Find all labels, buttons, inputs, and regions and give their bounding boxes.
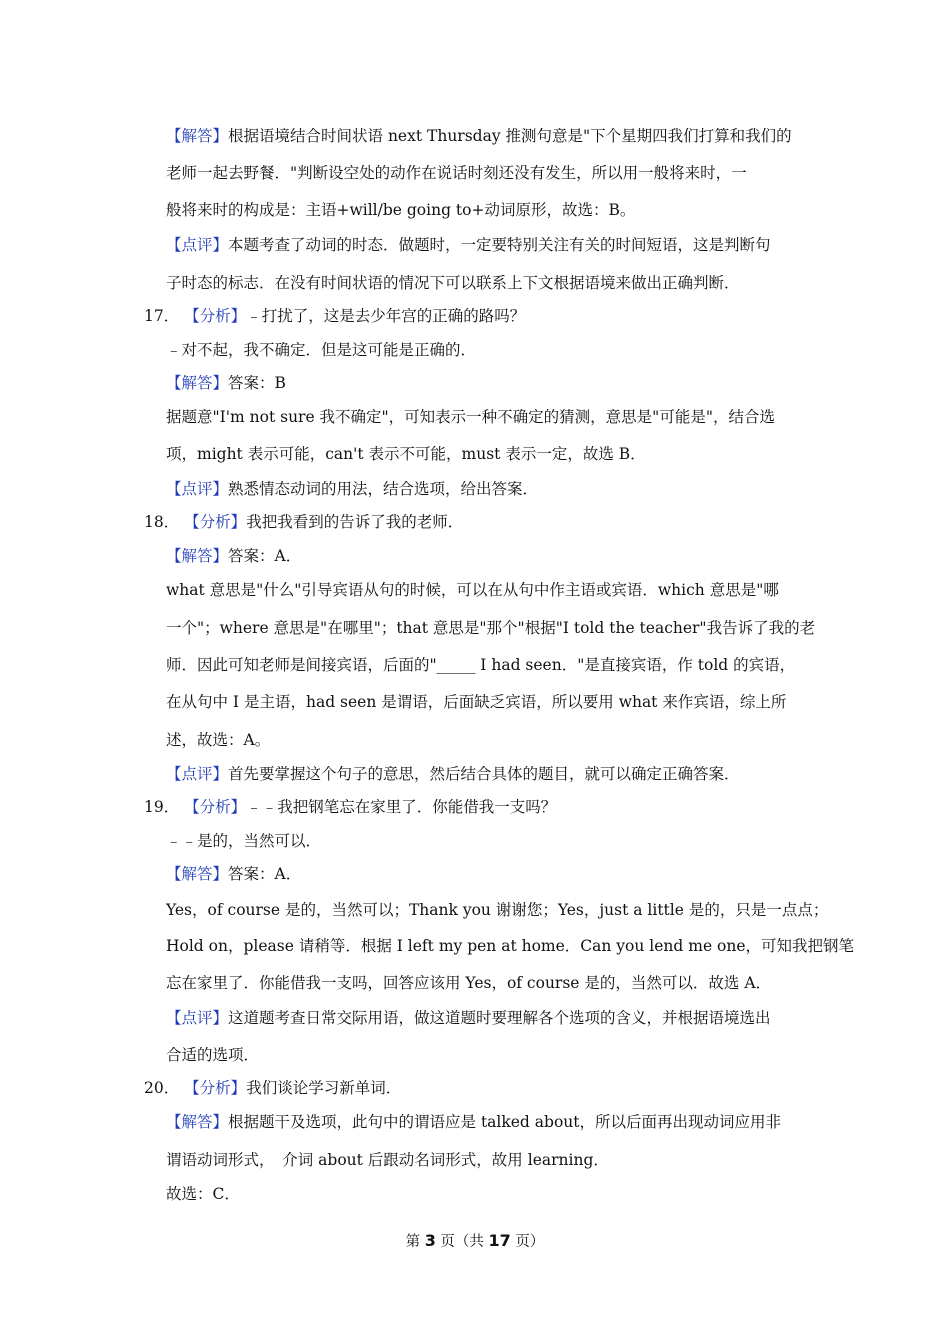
analysis-tag: 【分析】 [184,513,247,531]
q18-answer-line [166,546,301,566]
analysis-tag: 【分析】 [184,1079,247,1097]
q18-explain-line-2: 一个"；where 意思是"在哪里"；that 意思是"那个"根据"I told the teacher"我告诉了我的老 [166,619,816,637]
comment-text: 这道题考查日常交际用语，做这道题时要理解各个选项的含义，并根据语境选出 [228,1009,771,1027]
q19-answer-line [166,864,301,884]
answer-text: 答案：B [228,374,286,392]
q16-answer-line-2: 老师一起去野餐．"判断设空处的动作在说话时刻还没有发生，所以用一般将来时，一 [166,164,747,182]
answer-text: 根据语境结合时间状语 next Thursday 推测句意是"下个星期四我们打算和我们的 [228,127,792,145]
answer-text: 答案：A． [228,865,302,883]
analysis-text: ﹣打扰了，这是去少年宫的正确的路吗？ [246,307,526,325]
q18-comment-line [166,764,740,784]
q17-analysis-line-2: ﹣对不起，我不确定．但是这可能是正确的． [166,341,477,359]
total-pages: 17 [488,1231,511,1250]
q19-analysis-line-2: ﹣﹣是的，当然可以． [166,832,322,850]
comment-text: 本题考查了动词的时态．做题时，一定要特别关注有关的时间短语，这是判断句 [228,236,771,254]
q16-comment-line-1 [166,235,771,255]
q17-analysis-line-1 [144,306,525,326]
answer-text: 根据题干及选项，此句中的谓语应是 talked about，所以后面再出现动词应用非 [228,1113,781,1131]
comment-text: 首先要掌握这个句子的意思，然后结合具体的题目，就可以确定正确答案． [228,765,740,783]
q17-explain-line-1: 据题意"I'm not sure 我不确定"，可知表示一种不确定的猜测，意思是"可能是"，结合选 [166,408,775,426]
comment-tag: 【点评】 [166,236,229,254]
q16-answer-line-1 [166,126,792,146]
comment-tag: 【点评】 [166,1009,229,1027]
answer-tag: 【解答】 [166,547,229,565]
question-number: 20． [144,1079,180,1097]
analysis-tag: 【分析】 [184,307,247,325]
analysis-text: 我们谈论学习新单词． [246,1079,402,1097]
q16-answer-line-3: 般将来时的构成是：主语+will/be going to+动词原形，故选：B。 [166,201,636,219]
q19-comment-line-1 [166,1008,771,1028]
q18-explain-line-1: what 意思是"什么"引导宾语从句的时候，可以在从句中作主语或宾语．which 意思是"哪 [166,581,779,599]
question-number: 18． [144,513,180,531]
answer-tag: 【解答】 [166,1113,229,1131]
footer-suffix: 页） [510,1234,545,1250]
q17-answer-line [166,373,286,393]
q20-answer-line-3: 故选：C． [166,1185,240,1203]
answer-tag: 【解答】 [166,374,229,392]
q19-explain-line-2: Hold on，please 请稍等．根据 I left my pen at home．Can you lend me one，可知我把钢笔 [166,937,855,955]
analysis-tag: 【分析】 [184,798,247,816]
answer-text: 答案：A． [228,547,302,565]
q16-comment-line-2: 子时态的标志．在没有时间状语的情况下可以联系上下文根据语境来做出正确判断． [166,274,740,292]
page-number: 3 [424,1231,436,1250]
comment-text: 熟悉情态动词的用法，结合选项，给出答案． [228,480,539,498]
q20-answer-line-2: 谓语动词形式， 介词 about 后跟动名词形式，故用 learning． [166,1151,609,1169]
page-footer [0,1230,950,1251]
q18-explain-line-3: 师．因此可知老师是间接宾语，后面的"_____ I had seen．"是直接宾语，作 told 的宾语， [166,656,796,674]
comment-tag: 【点评】 [166,765,229,783]
question-number: 17． [144,307,180,325]
q18-explain-line-5: 述，故选：A。 [166,731,271,749]
comment-tag: 【点评】 [166,480,229,498]
q18-explain-line-4: 在从句中 I 是主语，had seen 是谓语，后面缺乏宾语，所以要用 what 来作宾语，综上所 [166,693,787,711]
q19-comment-line-2: 合适的选项． [166,1046,260,1064]
q18-analysis-line [144,512,463,532]
answer-tag: 【解答】 [166,865,229,883]
analysis-text: ﹣﹣我把钢笔忘在家里了．你能借我一支吗？ [246,798,557,816]
q17-comment-line [166,479,538,499]
answer-tag: 【解答】 [166,127,229,145]
q19-explain-line-1: Yes，of course 是的，当然可以；Thank you 谢谢您；Yes，just a little 是的，只是一点点； [166,901,829,919]
q20-analysis-line [144,1078,401,1098]
q20-answer-line-1 [166,1112,781,1132]
question-number: 19． [144,798,180,816]
q19-analysis-line-1 [144,797,556,817]
q19-explain-line-3: 忘在家里了．你能借我一支吗，回答应该用 Yes，of course 是的，当然可以．故选 A． [166,974,772,992]
footer-prefix: 第 [405,1234,425,1250]
analysis-text: 我把我看到的告诉了我的老师． [246,513,464,531]
q17-explain-line-2: 项，might 表示可能，can't 表示不可能，must 表示一定，故选 B． [166,445,646,463]
footer-middle: 页（共 [435,1234,489,1250]
